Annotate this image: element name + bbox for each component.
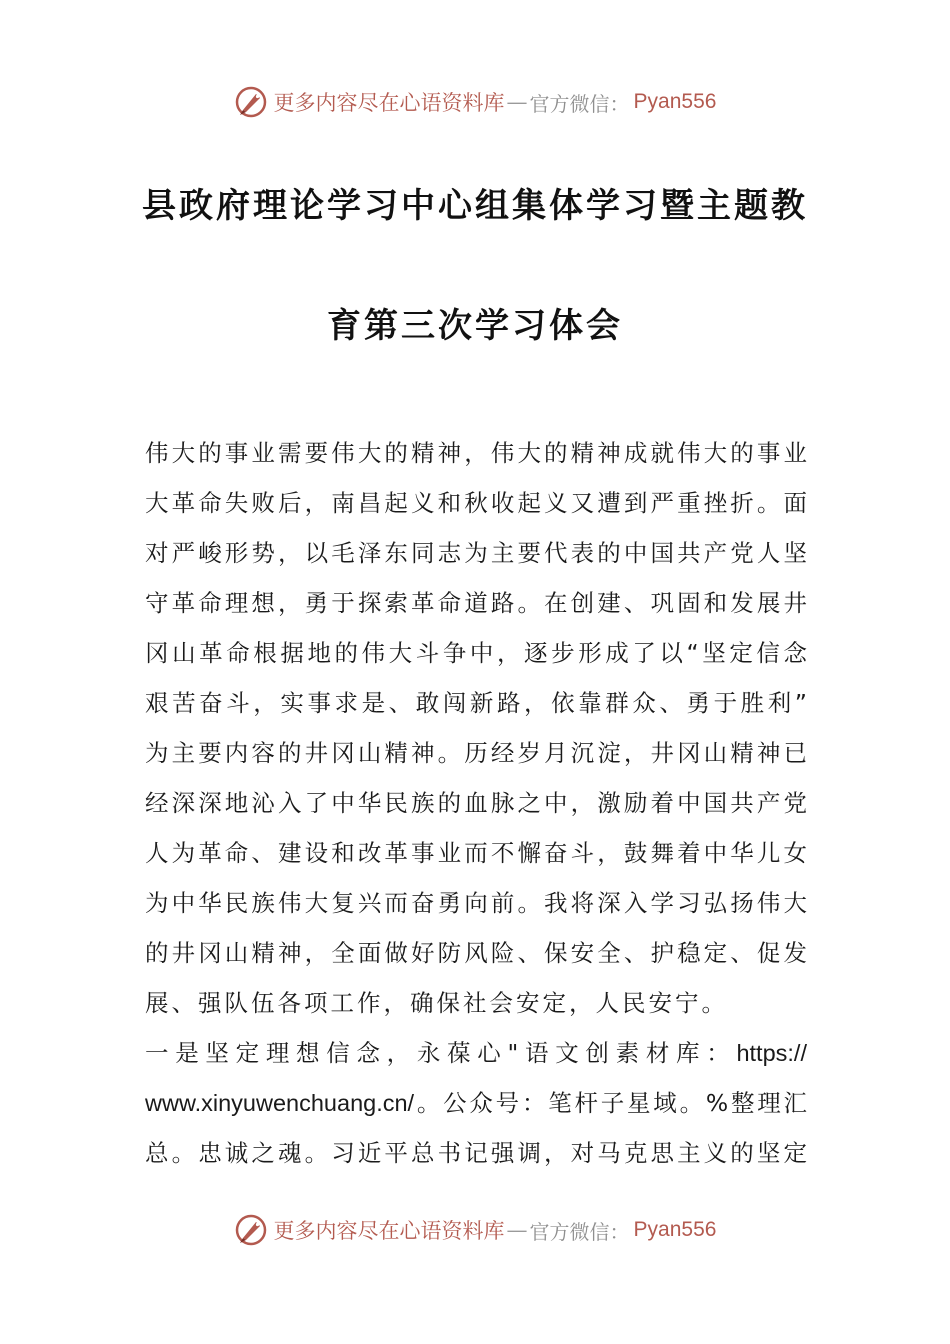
banner-wechat-label: 官方微信： [529,91,630,116]
body-line: 守革命理想，勇于探索革命道路。在创建、巩固和发展井 [145,589,807,617]
pen-nib-logo-icon [234,1213,268,1247]
body-line: 的井冈山精神，全面做好防风险、保安全、护稳定、促发 [145,939,807,967]
banner-dash: — [506,1218,528,1242]
body-line: 为主要内容的井冈山精神。历经岁月沉淀，井冈山精神已 [145,739,807,767]
banner-main-text: 更多内容尽在心语资料库 [273,1219,505,1243]
body-line: 经深深地沁入了中华民族的血脉之中，激励着中国共产党 [145,789,807,817]
pen-nib-logo-icon [234,85,268,119]
para2-url-part-1: https:// [736,1040,807,1066]
body-line: 展、强队伍各项工作，确保社会安定，人民安宁。 [145,989,728,1017]
para2-line-2-text: 。公众号：笔杆子星域。%整理汇 [414,1089,807,1117]
banner-wechat-id: Pyan556 [633,90,717,113]
header-watermark-banner [0,82,950,122]
body-line: 人为革命、建设和改革事业而不懈奋斗，鼓舞着中华儿女 [145,839,807,867]
body-line: 为中华民族伟大复兴而奋勇向前。我将深入学习弘扬伟大 [145,889,807,917]
para2-line-2 [145,1078,807,1128]
para2-line-3: 总。忠诚之魂。习近平总书记强调，对马克思主义的坚定 [145,1139,807,1167]
body-line: 大革命失败后，南昌起义和秋收起义又遭到严重挫折。面 [145,489,807,517]
banner-dash: — [506,90,528,114]
body-line: 冈山革命根据地的伟大斗争中，逐步形成了以“坚定信念 [145,639,807,667]
body-line: 伟大的事业需要伟大的精神，伟大的精神成就伟大的事业 [145,439,807,467]
banner-wechat-label: 官方微信： [529,1219,630,1244]
document-body [145,428,807,1178]
document-title-line-1: 县政府理论学习中心组集体学习暨主题教 [142,186,808,226]
para2-line-1-text: 一是坚定理想信念，永葆心"语文创素材库： [145,1039,737,1067]
document-title-line-2: 育第三次学习体会 [327,306,623,346]
body-line: 艰苦奋斗，实事求是、敢闯新路，依靠群众、勇于胜利” [145,689,807,717]
body-line: 对严峻形势，以毛泽东同志为主要代表的中国共产党人坚 [145,539,807,567]
para2-line-1 [145,1028,807,1078]
banner-main-text: 更多内容尽在心语资料库 [273,91,505,115]
footer-watermark-banner [0,1210,950,1250]
para2-url-part-2: www.xinyuwenchuang.cn/ [145,1090,415,1116]
banner-wechat-id: Pyan556 [633,1218,717,1241]
